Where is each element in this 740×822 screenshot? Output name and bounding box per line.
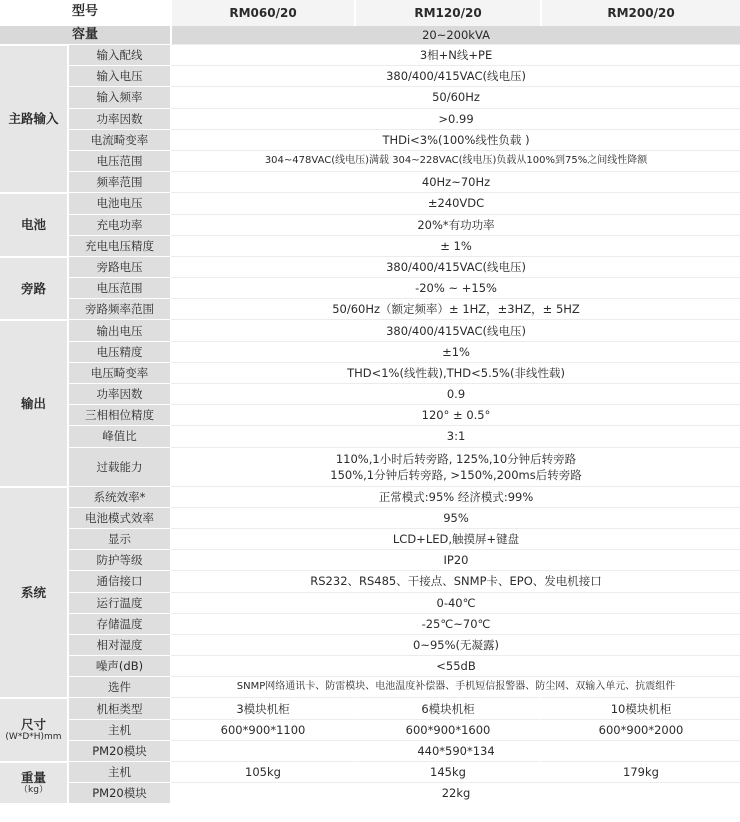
- spec-value: 120° ± 0.5°: [170, 404, 740, 425]
- spec-label: 噪声(dB): [67, 655, 170, 676]
- spec-value: 3相+N线+PE: [170, 44, 740, 65]
- spec-label: 输入电压: [67, 65, 170, 86]
- model-rm060: RM060/20: [170, 0, 354, 26]
- spec-value: 145kg: [354, 761, 540, 782]
- table-row: [0, 719, 740, 740]
- spec-value: 0.9: [170, 383, 740, 404]
- spec-label: 电池模式效率: [67, 507, 170, 528]
- table-row: [0, 341, 740, 362]
- spec-value: 105kg: [170, 761, 354, 782]
- spec-label: 频率范围: [67, 171, 170, 192]
- table-row: [0, 86, 740, 107]
- spec-value: SNMP网络通讯卡、防雷模块、电池温度补偿器、手机短信报警器、防尘网、双输入单元、抗震组件: [170, 676, 740, 697]
- spec-label: 电流畸变率: [67, 129, 170, 150]
- spec-label: 电压畸变率: [67, 362, 170, 383]
- table-row: [0, 655, 740, 676]
- spec-value: 3模块机柜: [170, 697, 354, 718]
- spec-value: 304~478VAC(线电压)满载 304~228VAC(线电压)负载从100%到75%之间线性降额: [170, 150, 740, 171]
- spec-value: RS232、RS485、干接点、SNMP卡、EPO、发电机接口: [170, 570, 740, 591]
- spec-value: 3:1: [170, 425, 740, 446]
- spec-value: <55dB: [170, 655, 740, 676]
- table-row: [0, 298, 740, 319]
- weight-unit: （kg）: [19, 785, 48, 796]
- table-row: [0, 171, 740, 192]
- spec-value: 380/400/415VAC(线电压): [170, 319, 740, 340]
- spec-label: 三相相位精度: [67, 404, 170, 425]
- spec-label: 主机: [67, 761, 170, 782]
- spec-value: 22kg: [170, 782, 740, 803]
- category-main-input: 主路输入: [0, 44, 67, 192]
- spec-value: 10模块机柜: [540, 697, 740, 718]
- table-row: [0, 447, 740, 486]
- spec-value: ± 1%: [170, 235, 740, 256]
- spec-label: 输入配线: [67, 44, 170, 65]
- spec-value: 50/60Hz: [170, 86, 740, 107]
- table-row: [0, 507, 740, 528]
- spec-label: PM20模块: [67, 782, 170, 803]
- spec-label: 电压范围: [67, 150, 170, 171]
- spec-label: 主机: [67, 719, 170, 740]
- spec-label: 选件: [67, 676, 170, 697]
- header-row: [0, 0, 740, 26]
- spec-value: ±240VDC: [170, 192, 740, 213]
- dimensions-unit: (W*D*H)mm: [5, 732, 62, 743]
- dimensions-title: 尺寸: [20, 717, 46, 733]
- spec-value: ±1%: [170, 341, 740, 362]
- table-row: [0, 425, 740, 446]
- capacity-value: 20~200kVA: [170, 26, 740, 44]
- spec-label: 机柜类型: [67, 697, 170, 718]
- spec-label: 输出电压: [67, 319, 170, 340]
- table-row: [0, 277, 740, 298]
- table-row: [0, 404, 740, 425]
- spec-value: 380/400/415VAC(线电压): [170, 256, 740, 277]
- overload-line-1: 110%,1小时后转旁路, 125%,10分钟后转旁路: [335, 451, 577, 466]
- spec-label: 系统效率*: [67, 486, 170, 507]
- spec-label: 显示: [67, 528, 170, 549]
- spec-value: 600*900*1100: [170, 719, 354, 740]
- spec-value: -25℃~70℃: [170, 613, 740, 634]
- spec-label: 充电功率: [67, 214, 170, 235]
- spec-value: >0.99: [170, 108, 740, 129]
- spec-label: 电压范围: [67, 277, 170, 298]
- table-row: [0, 761, 740, 782]
- model-rm120: RM120/20: [354, 0, 540, 26]
- spec-label: 功率因数: [67, 108, 170, 129]
- capacity-row: [0, 26, 740, 44]
- spec-label: 输入频率: [67, 86, 170, 107]
- category-battery: 电池: [0, 192, 67, 256]
- category-bypass: 旁路: [0, 256, 67, 320]
- spec-label: 存储温度: [67, 613, 170, 634]
- spec-value: THDi<3%(100%线性负载 ): [170, 129, 740, 150]
- spec-label: 防护等级: [67, 549, 170, 570]
- table-row: [0, 256, 740, 277]
- spec-label: PM20模块: [67, 740, 170, 761]
- spec-label: 旁路频率范围: [67, 298, 170, 319]
- table-row: [0, 740, 740, 761]
- table-row: [0, 319, 740, 340]
- table-row: [0, 150, 740, 171]
- spec-label: 充电电压精度: [67, 235, 170, 256]
- table-row: [0, 129, 740, 150]
- spec-label: 功率因数: [67, 383, 170, 404]
- table-row: [0, 65, 740, 86]
- capacity-label: 容量: [0, 26, 170, 44]
- spec-value: 40Hz~70Hz: [170, 171, 740, 192]
- spec-value: [170, 447, 740, 486]
- spec-label: 电池电压: [67, 192, 170, 213]
- spec-value: THD<1%(线性载),THD<5.5%(非线性载): [170, 362, 740, 383]
- spec-label: 电压精度: [67, 341, 170, 362]
- model-rm200: RM200/20: [540, 0, 740, 26]
- table-row: [0, 592, 740, 613]
- table-row: [0, 486, 740, 507]
- table-row: [0, 697, 740, 718]
- weight-title: 重量: [20, 770, 46, 786]
- spec-value: 6模块机柜: [354, 697, 540, 718]
- table-row: [0, 44, 740, 65]
- spec-label: 运行温度: [67, 592, 170, 613]
- spec-label: 相对湿度: [67, 634, 170, 655]
- spec-value: 440*590*134: [170, 740, 740, 761]
- spec-value: 600*900*2000: [540, 719, 740, 740]
- spec-value: 20%*有功功率: [170, 214, 740, 235]
- spec-value: -20% ~ +15%: [170, 277, 740, 298]
- overload-line-2: 150%,1分钟后转旁路, >150%,200ms后转旁路: [330, 467, 582, 482]
- spec-value: 50/60Hz（额定频率）± 1HZ，±3HZ，± 5HZ: [170, 298, 740, 319]
- spec-label: 通信接口: [67, 570, 170, 591]
- table-row: [0, 192, 740, 213]
- spec-value: 380/400/415VAC(线电压): [170, 65, 740, 86]
- category-output: 输出: [0, 319, 67, 485]
- model-label: 型号: [0, 0, 170, 26]
- table-row: [0, 782, 740, 803]
- category-system: 系统: [0, 486, 67, 698]
- spec-label: 峰值比: [67, 425, 170, 446]
- table-row: [0, 362, 740, 383]
- spec-value: 179kg: [540, 761, 740, 782]
- table-row: [0, 235, 740, 256]
- category-weight: [0, 761, 67, 803]
- spec-value: 600*900*1600: [354, 719, 540, 740]
- spec-label: 旁路电压: [67, 256, 170, 277]
- spec-value: LCD+LED,触摸屏+键盘: [170, 528, 740, 549]
- table-row: [0, 634, 740, 655]
- category-dimensions: [0, 697, 67, 761]
- spec-value: 0~95%(无凝露): [170, 634, 740, 655]
- spec-value: 正常模式:95% 经济模式:99%: [170, 486, 740, 507]
- table-row: [0, 549, 740, 570]
- spec-value: 0-40℃: [170, 592, 740, 613]
- spec-label: 过载能力: [67, 447, 170, 486]
- table-row: [0, 528, 740, 549]
- table-row: [0, 676, 740, 697]
- spec-value: 95%: [170, 507, 740, 528]
- table-row: [0, 383, 740, 404]
- table-row: [0, 613, 740, 634]
- table-row: [0, 108, 740, 129]
- table-row: [0, 570, 740, 591]
- table-row: [0, 214, 740, 235]
- spec-value: IP20: [170, 549, 740, 570]
